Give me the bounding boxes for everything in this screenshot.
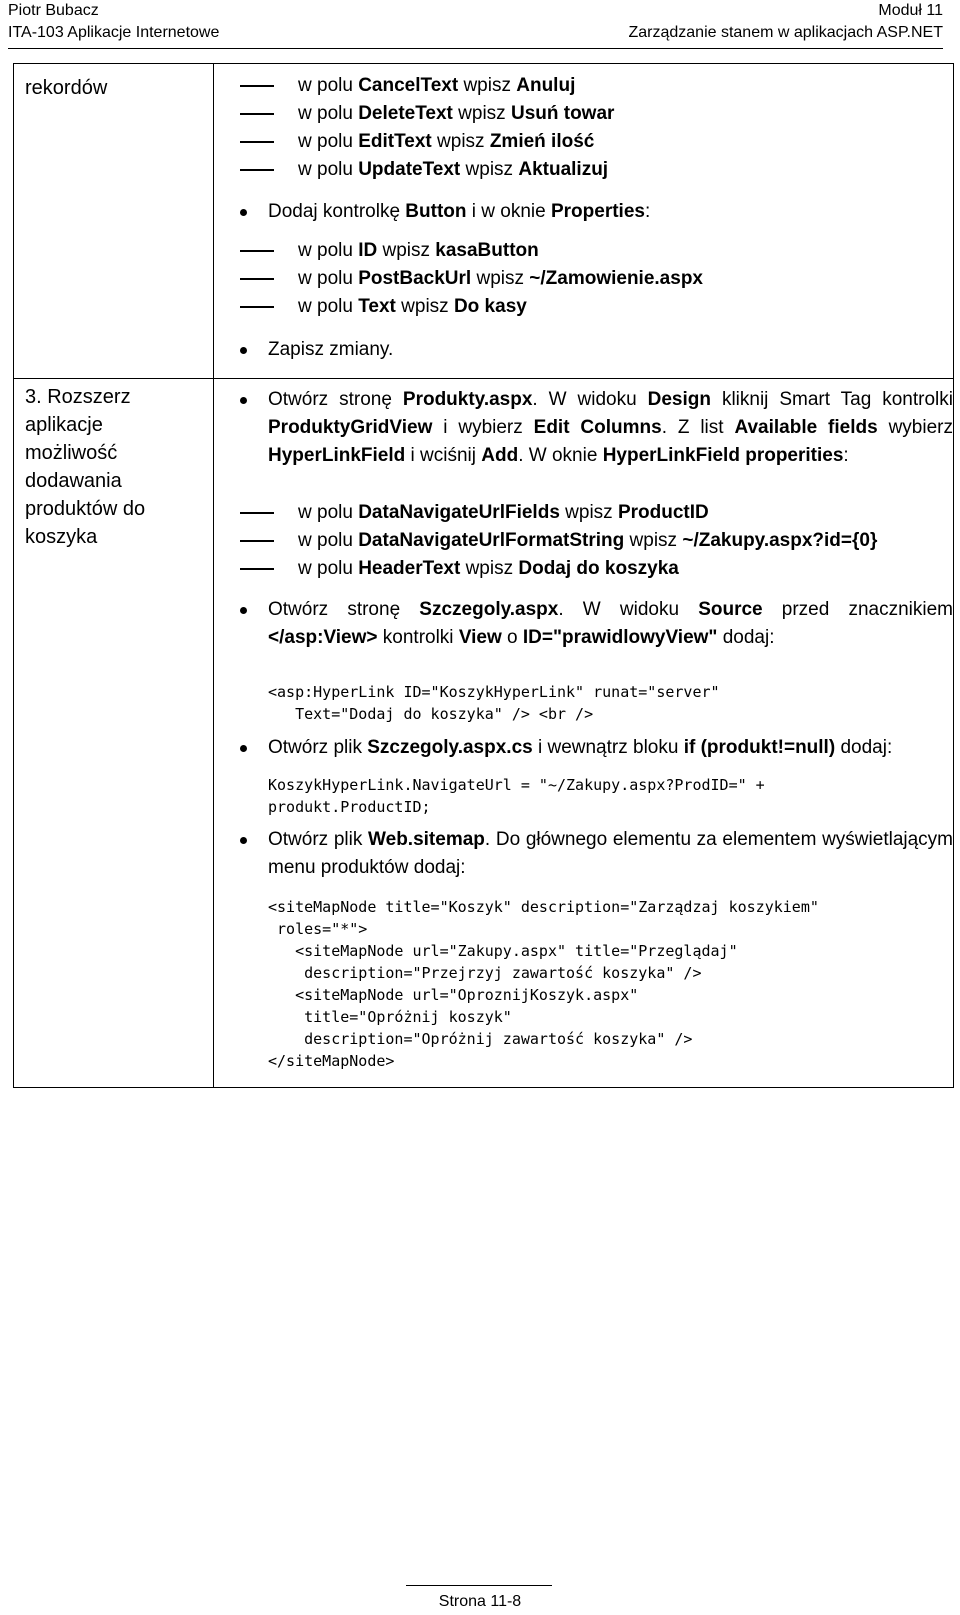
dash-item: w polu PostBackUrl wpisz ~/Zamowienie.aspx xyxy=(298,265,703,293)
dash-item: w polu Text wpisz Do kasy xyxy=(298,293,527,321)
footer-divider xyxy=(406,1585,552,1586)
dash-item: w polu EditText wpisz Zmień ilość xyxy=(298,128,594,156)
dash-item: w polu HeaderText wpisz Dodaj do koszyka xyxy=(298,555,679,583)
dash-item: w polu DataNavigateUrlFields wpisz ProductID xyxy=(298,499,709,527)
instruction-paragraph: Otwórz stronę Produkty.aspx. W widoku Design kliknij Smart Tag kontrolki ProduktyGridView i wybierz Edit Columns. Z list Available fields wybierz HyperLinkField i wciśnij Add. W oknie HyperLinkField properities: xyxy=(268,386,953,470)
instruction-paragraph: Otwórz stronę Szczegoly.aspx. W widoku Source przed znacznikiem </asp:View> kontrolki View o ID="prawidlowyView" dodaj: xyxy=(268,596,953,652)
dash-item: w polu ID wpisz kasaButton xyxy=(298,237,539,265)
code-block: <asp:HyperLink ID="KoszykHyperLink" runat="server" Text="Dodaj do koszyka" /> <br /> xyxy=(268,683,720,723)
instruction-paragraph: Otwórz plik Web.sitemap. Do głównego elementu za elementem wyświetlającym menu produktów dodaj: xyxy=(268,826,953,882)
dash-item: w polu DataNavigateUrlFormatString wpisz ~/Zakupy.aspx?id={0} xyxy=(298,527,877,555)
code-block: KoszykHyperLink.NavigateUrl = "~/Zakupy.aspx?ProdID=" + produkt.ProductID; xyxy=(268,776,765,816)
header-left xyxy=(8,0,219,44)
bullet-item: Dodaj kontrolkę Button i w oknie Properties: xyxy=(268,198,650,226)
page-number: Strona 11-8 xyxy=(438,1593,522,1610)
column-divider xyxy=(213,64,214,1087)
instruction-table xyxy=(13,63,954,1088)
course-name: ITA-103 Aplikacje Internetowe xyxy=(8,24,220,41)
topic-name: Zarządzanie stanem w aplikacjach ASP.NET xyxy=(628,24,943,41)
steps-content xyxy=(216,64,953,1087)
code-block: <siteMapNode title="Koszyk" description="Zarządzaj koszykiem" roles="*"> <siteMapNode url="Zakupy.aspx" title="Przeglądaj" description="Przejrzyj zawartość koszyka" /> <siteMapNode url="OproznijKoszyk.aspx" title="Opróżnij koszyk" description="Opróżnij zawartość koszyka" /> </siteMapNode> xyxy=(268,898,819,1070)
instruction-paragraph: Otwórz plik Szczegoly.aspx.cs i wewnątrz bloku if (produkt!=null) dodaj: xyxy=(268,734,953,762)
bullet-item: Zapisz zmiany. xyxy=(268,336,393,364)
module-name: Moduł 11 xyxy=(878,2,943,19)
header-right xyxy=(628,0,943,44)
page-header xyxy=(8,0,943,49)
dash-item: w polu CancelText wpisz Anuluj xyxy=(298,72,575,100)
dash-item: w polu UpdateText wpisz Aktualizuj xyxy=(298,156,608,184)
author-name: Piotr Bubacz xyxy=(8,2,99,19)
step-label-row1: rekordów xyxy=(25,77,108,99)
step-label-row2: 3. Rozszerz aplikacje możliwość dodawania produktów do koszyka xyxy=(25,386,146,548)
dash-item: w polu DeleteText wpisz Usuń towar xyxy=(298,100,614,128)
